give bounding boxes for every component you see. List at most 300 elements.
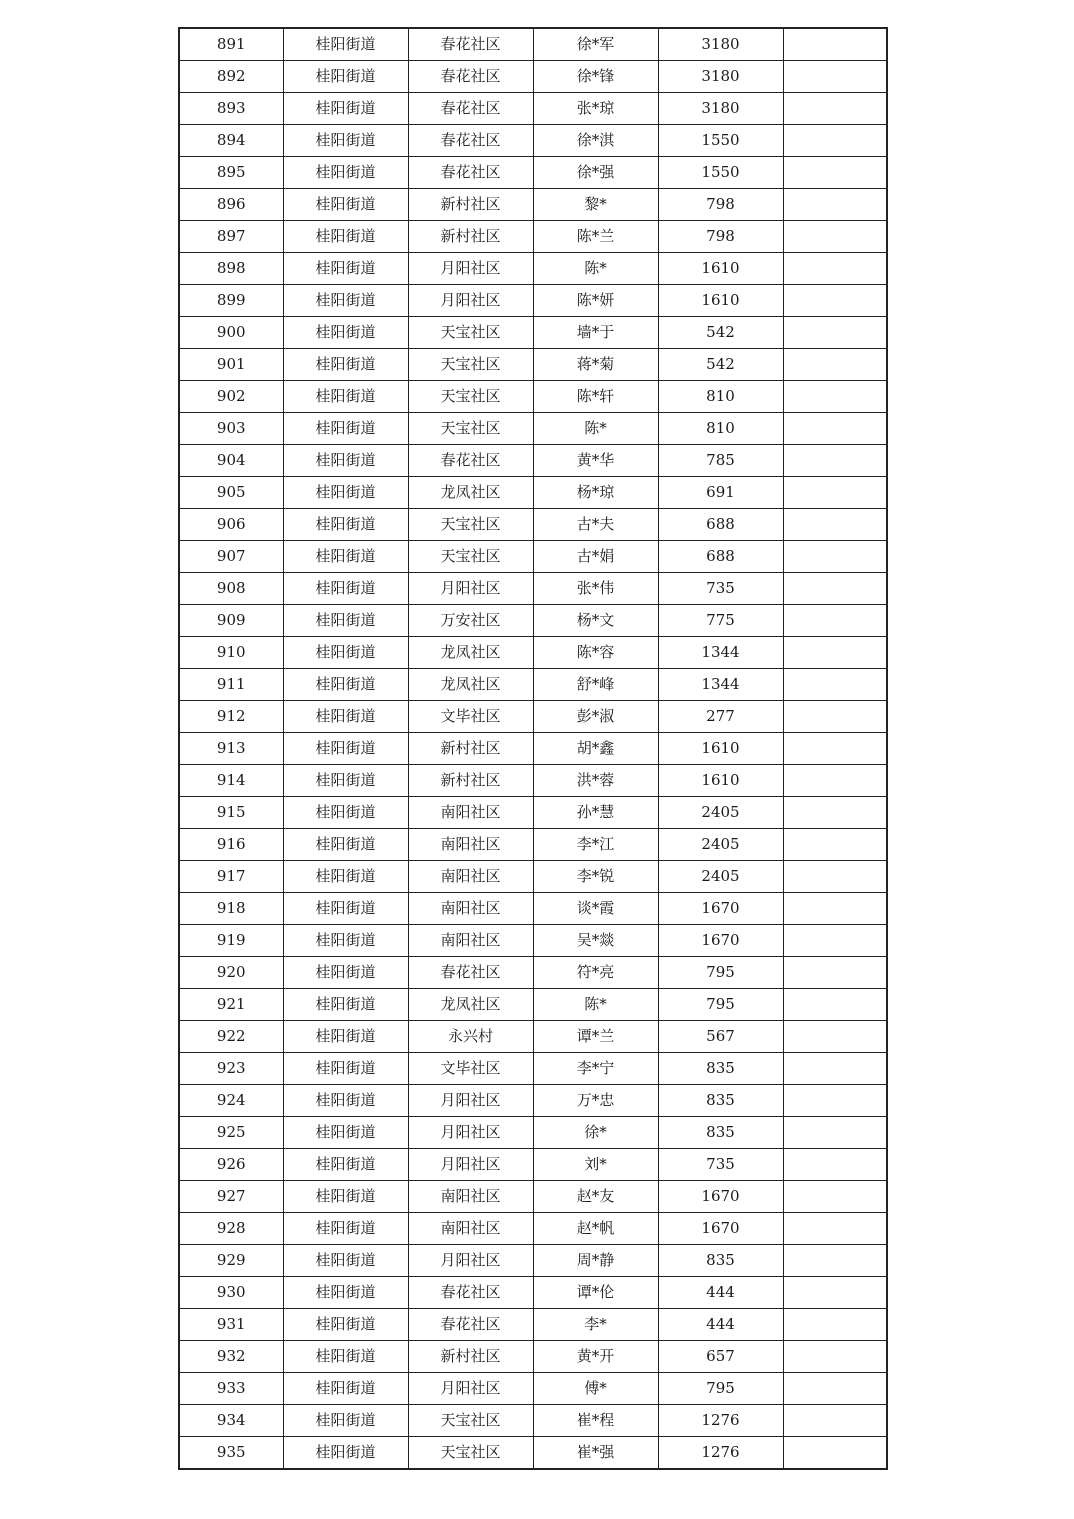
street-cell: 桂阳街道 <box>283 541 408 573</box>
community-cell: 新村社区 <box>408 189 533 221</box>
serial-number-cell: 905 <box>179 477 283 509</box>
serial-number-cell: 919 <box>179 925 283 957</box>
remark-cell <box>783 541 887 573</box>
table-row <box>179 28 887 61</box>
amount-cell: 691 <box>658 477 783 509</box>
amount-cell: 1610 <box>658 733 783 765</box>
remark-cell <box>783 861 887 893</box>
remark-cell <box>783 1213 887 1245</box>
remark-cell <box>783 1309 887 1341</box>
street-cell: 桂阳街道 <box>283 733 408 765</box>
name-cell: 杨*文 <box>533 605 658 637</box>
street-cell: 桂阳街道 <box>283 797 408 829</box>
amount-cell: 444 <box>658 1309 783 1341</box>
name-cell: 陈*兰 <box>533 221 658 253</box>
table-row <box>179 797 887 829</box>
community-cell: 新村社区 <box>408 221 533 253</box>
remark-cell <box>783 637 887 669</box>
table-row <box>179 605 887 637</box>
amount-cell: 735 <box>658 1149 783 1181</box>
table-row <box>179 125 887 157</box>
remark-cell <box>783 1149 887 1181</box>
name-cell: 谭*伦 <box>533 1277 658 1309</box>
amount-cell: 798 <box>658 189 783 221</box>
name-cell: 万*忠 <box>533 1085 658 1117</box>
name-cell: 彭*淑 <box>533 701 658 733</box>
table-row <box>179 957 887 989</box>
table-row <box>179 1181 887 1213</box>
street-cell: 桂阳街道 <box>283 893 408 925</box>
remark-cell <box>783 1277 887 1309</box>
name-cell: 符*亮 <box>533 957 658 989</box>
name-cell: 徐* <box>533 1117 658 1149</box>
table-row <box>179 61 887 93</box>
street-cell: 桂阳街道 <box>283 1341 408 1373</box>
table-row <box>179 1053 887 1085</box>
table-row <box>179 189 887 221</box>
amount-cell: 657 <box>658 1341 783 1373</box>
community-cell: 春花社区 <box>408 93 533 125</box>
table-row <box>179 893 887 925</box>
serial-number-cell: 935 <box>179 1437 283 1470</box>
street-cell: 桂阳街道 <box>283 445 408 477</box>
serial-number-cell: 932 <box>179 1341 283 1373</box>
community-cell: 春花社区 <box>408 61 533 93</box>
street-cell: 桂阳街道 <box>283 765 408 797</box>
community-cell: 天宝社区 <box>408 509 533 541</box>
name-cell: 黄*开 <box>533 1341 658 1373</box>
serial-number-cell: 923 <box>179 1053 283 1085</box>
amount-cell: 688 <box>658 541 783 573</box>
name-cell: 蒋*菊 <box>533 349 658 381</box>
street-cell: 桂阳街道 <box>283 957 408 989</box>
name-cell: 陈* <box>533 413 658 445</box>
community-cell: 南阳社区 <box>408 829 533 861</box>
street-cell: 桂阳街道 <box>283 1053 408 1085</box>
community-cell: 文毕社区 <box>408 1053 533 1085</box>
name-cell: 徐*锋 <box>533 61 658 93</box>
remark-cell <box>783 669 887 701</box>
name-cell: 陈* <box>533 989 658 1021</box>
table-row <box>179 253 887 285</box>
community-cell: 天宝社区 <box>408 349 533 381</box>
name-cell: 李* <box>533 1309 658 1341</box>
street-cell: 桂阳街道 <box>283 637 408 669</box>
remark-cell <box>783 1405 887 1437</box>
remark-cell <box>783 1341 887 1373</box>
street-cell: 桂阳街道 <box>283 573 408 605</box>
serial-number-cell: 892 <box>179 61 283 93</box>
name-cell: 古*娟 <box>533 541 658 573</box>
amount-cell: 2405 <box>658 861 783 893</box>
remark-cell <box>783 28 887 61</box>
serial-number-cell: 902 <box>179 381 283 413</box>
remark-cell <box>783 349 887 381</box>
remark-cell <box>783 221 887 253</box>
table-row <box>179 285 887 317</box>
amount-cell: 835 <box>658 1053 783 1085</box>
amount-cell: 542 <box>658 349 783 381</box>
name-cell: 陈* <box>533 253 658 285</box>
remark-cell <box>783 989 887 1021</box>
table-row <box>179 445 887 477</box>
serial-number-cell: 898 <box>179 253 283 285</box>
amount-cell: 1276 <box>658 1437 783 1470</box>
serial-number-cell: 927 <box>179 1181 283 1213</box>
table-row <box>179 1405 887 1437</box>
amount-cell: 1344 <box>658 669 783 701</box>
amount-cell: 775 <box>658 605 783 637</box>
name-cell: 徐*强 <box>533 157 658 189</box>
serial-number-cell: 930 <box>179 1277 283 1309</box>
serial-number-cell: 924 <box>179 1085 283 1117</box>
serial-number-cell: 925 <box>179 1117 283 1149</box>
remark-cell <box>783 189 887 221</box>
amount-cell: 835 <box>658 1245 783 1277</box>
remark-cell <box>783 445 887 477</box>
amount-cell: 810 <box>658 413 783 445</box>
table-row <box>179 509 887 541</box>
community-cell: 月阳社区 <box>408 1085 533 1117</box>
amount-cell: 1610 <box>658 285 783 317</box>
street-cell: 桂阳街道 <box>283 1309 408 1341</box>
table-row <box>179 1117 887 1149</box>
name-cell: 孙*慧 <box>533 797 658 829</box>
table-body <box>179 28 887 1469</box>
community-cell: 天宝社区 <box>408 1405 533 1437</box>
serial-number-cell: 904 <box>179 445 283 477</box>
table-row <box>179 1085 887 1117</box>
name-cell: 吴*燚 <box>533 925 658 957</box>
name-cell: 黎* <box>533 189 658 221</box>
serial-number-cell: 915 <box>179 797 283 829</box>
remark-cell <box>783 1373 887 1405</box>
name-cell: 张*伟 <box>533 573 658 605</box>
table-row <box>179 925 887 957</box>
table-row <box>179 573 887 605</box>
serial-number-cell: 928 <box>179 1213 283 1245</box>
amount-cell: 795 <box>658 957 783 989</box>
name-cell: 杨*琼 <box>533 477 658 509</box>
table-row <box>179 1437 887 1470</box>
serial-number-cell: 910 <box>179 637 283 669</box>
street-cell: 桂阳街道 <box>283 93 408 125</box>
community-cell: 月阳社区 <box>408 1117 533 1149</box>
remark-cell <box>783 733 887 765</box>
name-cell: 陈*容 <box>533 637 658 669</box>
amount-cell: 835 <box>658 1117 783 1149</box>
serial-number-cell: 934 <box>179 1405 283 1437</box>
remark-cell <box>783 701 887 733</box>
amount-cell: 835 <box>658 1085 783 1117</box>
remark-cell <box>783 925 887 957</box>
remark-cell <box>783 1085 887 1117</box>
remark-cell <box>783 1181 887 1213</box>
name-cell: 陈*妍 <box>533 285 658 317</box>
street-cell: 桂阳街道 <box>283 1117 408 1149</box>
community-cell: 月阳社区 <box>408 1149 533 1181</box>
community-cell: 龙凤社区 <box>408 669 533 701</box>
amount-cell: 444 <box>658 1277 783 1309</box>
amount-cell: 810 <box>658 381 783 413</box>
serial-number-cell: 917 <box>179 861 283 893</box>
remark-cell <box>783 1437 887 1470</box>
amount-cell: 735 <box>658 573 783 605</box>
remark-cell <box>783 125 887 157</box>
name-cell: 洪*蓉 <box>533 765 658 797</box>
amount-cell: 1550 <box>658 157 783 189</box>
street-cell: 桂阳街道 <box>283 317 408 349</box>
table-row <box>179 541 887 573</box>
amount-cell: 2405 <box>658 829 783 861</box>
remark-cell <box>783 605 887 637</box>
remark-cell <box>783 765 887 797</box>
street-cell: 桂阳街道 <box>283 1373 408 1405</box>
remark-cell <box>783 381 887 413</box>
name-cell: 徐*淇 <box>533 125 658 157</box>
serial-number-cell: 893 <box>179 93 283 125</box>
amount-cell: 1550 <box>658 125 783 157</box>
street-cell: 桂阳街道 <box>283 1437 408 1470</box>
community-cell: 月阳社区 <box>408 285 533 317</box>
community-cell: 月阳社区 <box>408 1373 533 1405</box>
community-cell: 南阳社区 <box>408 861 533 893</box>
amount-cell: 3180 <box>658 61 783 93</box>
amount-cell: 795 <box>658 989 783 1021</box>
amount-cell: 1670 <box>658 925 783 957</box>
amount-cell: 542 <box>658 317 783 349</box>
street-cell: 桂阳街道 <box>283 989 408 1021</box>
community-cell: 月阳社区 <box>408 253 533 285</box>
name-cell: 徐*军 <box>533 28 658 61</box>
table-row <box>179 157 887 189</box>
community-cell: 春花社区 <box>408 957 533 989</box>
amount-cell: 1670 <box>658 1181 783 1213</box>
serial-number-cell: 911 <box>179 669 283 701</box>
table-row <box>179 1213 887 1245</box>
table-row <box>179 1341 887 1373</box>
name-cell: 李*宁 <box>533 1053 658 1085</box>
street-cell: 桂阳街道 <box>283 509 408 541</box>
remark-cell <box>783 61 887 93</box>
table-row <box>179 989 887 1021</box>
serial-number-cell: 920 <box>179 957 283 989</box>
street-cell: 桂阳街道 <box>283 669 408 701</box>
serial-number-cell: 908 <box>179 573 283 605</box>
street-cell: 桂阳街道 <box>283 157 408 189</box>
community-cell: 南阳社区 <box>408 797 533 829</box>
community-cell: 龙凤社区 <box>408 989 533 1021</box>
name-cell: 黄*华 <box>533 445 658 477</box>
street-cell: 桂阳街道 <box>283 925 408 957</box>
table-row <box>179 221 887 253</box>
table-row <box>179 1149 887 1181</box>
community-cell: 新村社区 <box>408 733 533 765</box>
table-row <box>179 1373 887 1405</box>
community-cell: 永兴村 <box>408 1021 533 1053</box>
community-cell: 春花社区 <box>408 1309 533 1341</box>
street-cell: 桂阳街道 <box>283 1405 408 1437</box>
serial-number-cell: 894 <box>179 125 283 157</box>
name-cell: 周*静 <box>533 1245 658 1277</box>
serial-number-cell: 909 <box>179 605 283 637</box>
community-cell: 天宝社区 <box>408 1437 533 1470</box>
amount-cell: 1670 <box>658 1213 783 1245</box>
name-cell: 胡*鑫 <box>533 733 658 765</box>
table-row <box>179 701 887 733</box>
community-cell: 南阳社区 <box>408 1181 533 1213</box>
street-cell: 桂阳街道 <box>283 829 408 861</box>
remark-cell <box>783 413 887 445</box>
street-cell: 桂阳街道 <box>283 1245 408 1277</box>
serial-number-cell: 933 <box>179 1373 283 1405</box>
name-cell: 赵*帆 <box>533 1213 658 1245</box>
table-row <box>179 349 887 381</box>
amount-cell: 1610 <box>658 765 783 797</box>
table-row <box>179 413 887 445</box>
name-cell: 舒*峰 <box>533 669 658 701</box>
table-row <box>179 637 887 669</box>
table-row <box>179 733 887 765</box>
table-row <box>179 317 887 349</box>
table-row <box>179 829 887 861</box>
community-cell: 天宝社区 <box>408 381 533 413</box>
serial-number-cell: 899 <box>179 285 283 317</box>
street-cell: 桂阳街道 <box>283 253 408 285</box>
name-cell: 墙*于 <box>533 317 658 349</box>
remark-cell <box>783 253 887 285</box>
name-cell: 李*锐 <box>533 861 658 893</box>
community-cell: 文毕社区 <box>408 701 533 733</box>
data-table <box>178 27 888 1470</box>
table-row <box>179 765 887 797</box>
serial-number-cell: 897 <box>179 221 283 253</box>
table-row <box>179 93 887 125</box>
remark-cell <box>783 93 887 125</box>
remark-cell <box>783 893 887 925</box>
serial-number-cell: 921 <box>179 989 283 1021</box>
remark-cell <box>783 1021 887 1053</box>
serial-number-cell: 922 <box>179 1021 283 1053</box>
name-cell: 陈*轩 <box>533 381 658 413</box>
table-row <box>179 1021 887 1053</box>
name-cell: 傅* <box>533 1373 658 1405</box>
community-cell: 春花社区 <box>408 157 533 189</box>
table-row <box>179 1309 887 1341</box>
community-cell: 春花社区 <box>408 1277 533 1309</box>
remark-cell <box>783 797 887 829</box>
remark-cell <box>783 157 887 189</box>
remark-cell <box>783 477 887 509</box>
street-cell: 桂阳街道 <box>283 1085 408 1117</box>
street-cell: 桂阳街道 <box>283 125 408 157</box>
serial-number-cell: 931 <box>179 1309 283 1341</box>
community-cell: 万安社区 <box>408 605 533 637</box>
name-cell: 崔*强 <box>533 1437 658 1470</box>
community-cell: 春花社区 <box>408 125 533 157</box>
street-cell: 桂阳街道 <box>283 861 408 893</box>
remark-cell <box>783 957 887 989</box>
street-cell: 桂阳街道 <box>283 349 408 381</box>
community-cell: 南阳社区 <box>408 1213 533 1245</box>
community-cell: 新村社区 <box>408 765 533 797</box>
serial-number-cell: 901 <box>179 349 283 381</box>
serial-number-cell: 903 <box>179 413 283 445</box>
amount-cell: 688 <box>658 509 783 541</box>
remark-cell <box>783 1053 887 1085</box>
street-cell: 桂阳街道 <box>283 1181 408 1213</box>
name-cell: 谈*霞 <box>533 893 658 925</box>
street-cell: 桂阳街道 <box>283 1277 408 1309</box>
street-cell: 桂阳街道 <box>283 61 408 93</box>
street-cell: 桂阳街道 <box>283 1213 408 1245</box>
name-cell: 谭*兰 <box>533 1021 658 1053</box>
community-cell: 月阳社区 <box>408 1245 533 1277</box>
street-cell: 桂阳街道 <box>283 605 408 637</box>
name-cell: 刘* <box>533 1149 658 1181</box>
remark-cell <box>783 829 887 861</box>
remark-cell <box>783 285 887 317</box>
community-cell: 龙凤社区 <box>408 637 533 669</box>
table-row <box>179 381 887 413</box>
amount-cell: 567 <box>658 1021 783 1053</box>
community-cell: 南阳社区 <box>408 925 533 957</box>
street-cell: 桂阳街道 <box>283 381 408 413</box>
table-row <box>179 1245 887 1277</box>
street-cell: 桂阳街道 <box>283 1021 408 1053</box>
community-cell: 春花社区 <box>408 28 533 61</box>
serial-number-cell: 929 <box>179 1245 283 1277</box>
name-cell: 古*夫 <box>533 509 658 541</box>
serial-number-cell: 900 <box>179 317 283 349</box>
table-row <box>179 477 887 509</box>
amount-cell: 795 <box>658 1373 783 1405</box>
street-cell: 桂阳街道 <box>283 1149 408 1181</box>
remark-cell <box>783 317 887 349</box>
serial-number-cell: 918 <box>179 893 283 925</box>
community-cell: 春花社区 <box>408 445 533 477</box>
community-cell: 天宝社区 <box>408 541 533 573</box>
name-cell: 张*琼 <box>533 93 658 125</box>
street-cell: 桂阳街道 <box>283 189 408 221</box>
table-row <box>179 669 887 701</box>
community-cell: 新村社区 <box>408 1341 533 1373</box>
remark-cell <box>783 509 887 541</box>
remark-cell <box>783 573 887 605</box>
street-cell: 桂阳街道 <box>283 413 408 445</box>
serial-number-cell: 912 <box>179 701 283 733</box>
amount-cell: 1670 <box>658 893 783 925</box>
amount-cell: 785 <box>658 445 783 477</box>
serial-number-cell: 926 <box>179 1149 283 1181</box>
serial-number-cell: 891 <box>179 28 283 61</box>
name-cell: 崔*程 <box>533 1405 658 1437</box>
street-cell: 桂阳街道 <box>283 221 408 253</box>
amount-cell: 3180 <box>658 93 783 125</box>
serial-number-cell: 896 <box>179 189 283 221</box>
amount-cell: 3180 <box>658 28 783 61</box>
street-cell: 桂阳街道 <box>283 477 408 509</box>
serial-number-cell: 916 <box>179 829 283 861</box>
amount-cell: 277 <box>658 701 783 733</box>
name-cell: 赵*友 <box>533 1181 658 1213</box>
community-cell: 月阳社区 <box>408 573 533 605</box>
amount-cell: 798 <box>658 221 783 253</box>
community-cell: 龙凤社区 <box>408 477 533 509</box>
amount-cell: 1276 <box>658 1405 783 1437</box>
amount-cell: 1610 <box>658 253 783 285</box>
amount-cell: 2405 <box>658 797 783 829</box>
